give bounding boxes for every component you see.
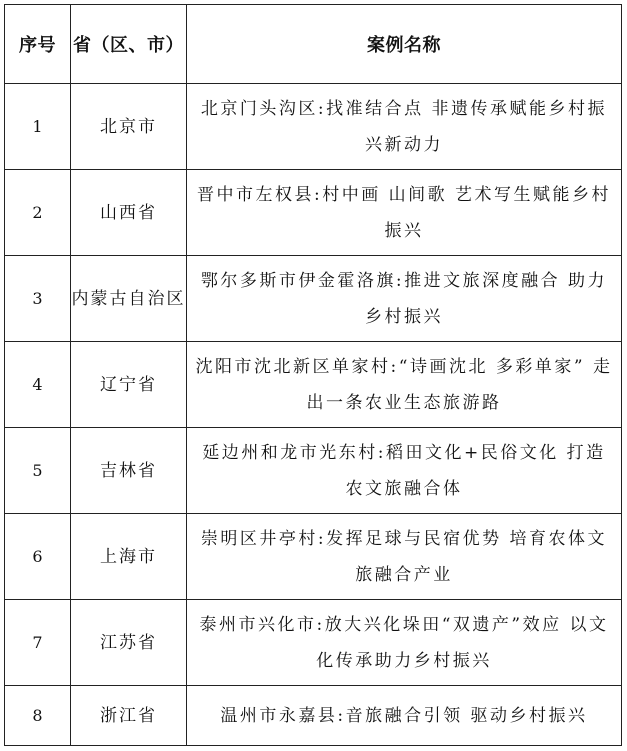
header-row (5, 5, 622, 84)
table-row (5, 84, 622, 170)
table-row (5, 170, 622, 256)
cell-province: 江苏省 (71, 600, 187, 686)
table-row (5, 686, 622, 746)
header-province: 省（区、市） (71, 5, 187, 84)
cell-serial: 6 (5, 514, 71, 600)
cell-serial: 1 (5, 84, 71, 170)
case-table (4, 4, 622, 746)
cell-serial: 8 (5, 686, 71, 746)
cell-serial: 4 (5, 342, 71, 428)
cell-serial: 2 (5, 170, 71, 256)
table-row (5, 342, 622, 428)
cell-case-name: 北京门头沟区:找准结合点 非遗传承赋能乡村振兴新动力 (187, 84, 622, 170)
cell-case-name: 沈阳市沈北新区单家村:“诗画沈北 多彩单家” 走出一条农业生态旅游路 (187, 342, 622, 428)
cell-province: 北京市 (71, 84, 187, 170)
cell-province: 山西省 (71, 170, 187, 256)
cell-province: 吉林省 (71, 428, 187, 514)
header-case-name: 案例名称 (187, 5, 622, 84)
table-row (5, 600, 622, 686)
table-row (5, 256, 622, 342)
cell-province: 内蒙古自治区 (71, 256, 187, 342)
cell-serial: 7 (5, 600, 71, 686)
cell-province: 上海市 (71, 514, 187, 600)
header-serial: 序号 (5, 5, 71, 84)
table-row (5, 514, 622, 600)
cell-serial: 5 (5, 428, 71, 514)
cell-case-name: 鄂尔多斯市伊金霍洛旗:推进文旅深度融合 助力乡村振兴 (187, 256, 622, 342)
table-row (5, 428, 622, 514)
cell-province: 辽宁省 (71, 342, 187, 428)
cell-serial: 3 (5, 256, 71, 342)
cell-case-name: 泰州市兴化市:放大兴化垛田“双遗产”效应 以文化传承助力乡村振兴 (187, 600, 622, 686)
cell-province: 浙江省 (71, 686, 187, 746)
cell-case-name: 温州市永嘉县:音旅融合引领 驱动乡村振兴 (187, 686, 622, 746)
cell-case-name: 延边州和龙市光东村:稻田文化+民俗文化 打造农文旅融合体 (187, 428, 622, 514)
cell-case-name: 晋中市左权县:村中画 山间歌 艺术写生赋能乡村振兴 (187, 170, 622, 256)
cell-case-name: 崇明区井亭村:发挥足球与民宿优势 培育农体文旅融合产业 (187, 514, 622, 600)
